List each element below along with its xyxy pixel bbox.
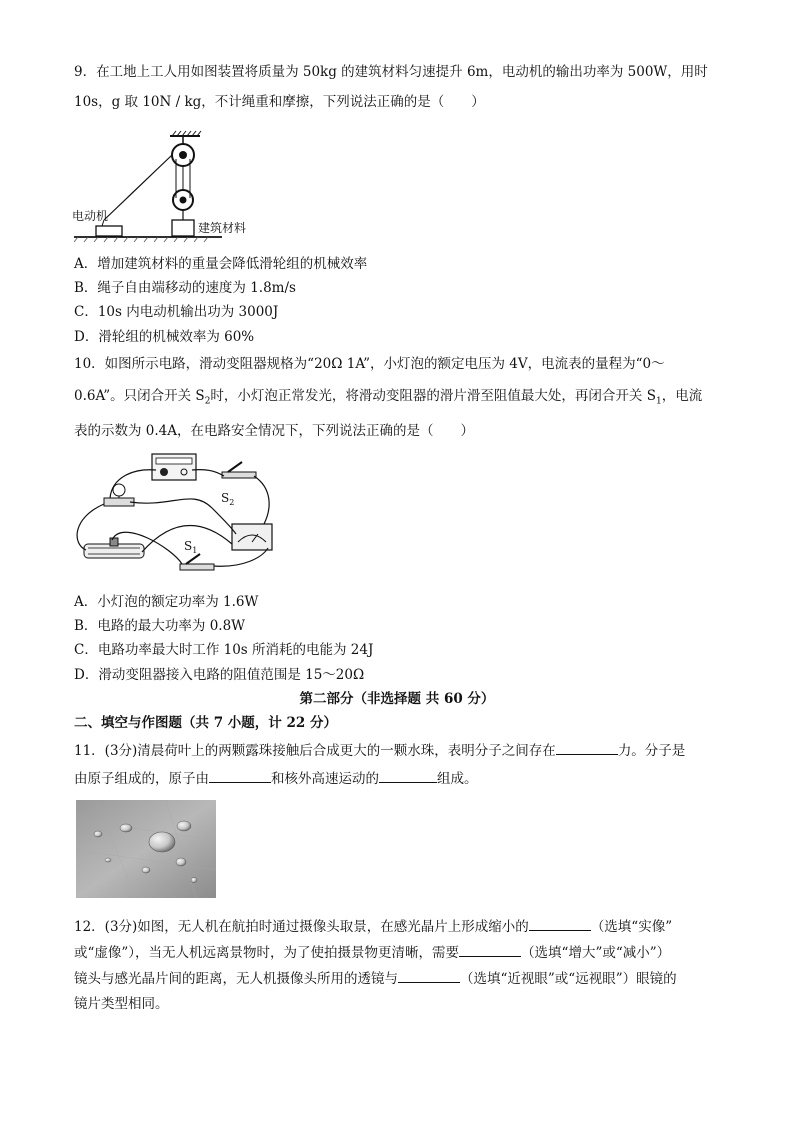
q12-line4: 镜片类型相同。 [74, 996, 169, 1012]
q12-line2: 或“虚像”），当无人机远离景物时，为了使拍摄景物更清晰，需要 （选填“增大”或“减小”） [74, 942, 670, 963]
circuit-figure [72, 448, 282, 580]
q12-blank-2[interactable] [459, 942, 521, 957]
q9-stem-line2: 10s，g 取 10N / kg，不计绳重和摩擦，下列说法正确的是（ ） [74, 94, 485, 110]
q9-option-c: C．10s 内电动机输出功为 3000J [74, 304, 279, 320]
q10-stem-line2: 0.6A”。只闭合开关 $S_2$时，小灯泡正常发光，将滑动变阻器的滑片滑至阻值最大处，再闭合开关 $S_1$，电流 [74, 388, 703, 407]
q10-option-d: D．滑动变阻器接入电路的阻值范围是 15～20Ω [74, 667, 365, 683]
s2-label: $S_2$ [221, 491, 235, 507]
q9-option-b: B．绳子自由端移动的速度为 1.8m/s [74, 280, 296, 296]
q9-option-a: A．增加建筑材料的重量会降低滑轮组的机械效率 [74, 256, 368, 272]
q11-line2: 由原子组成的，原子由 和核外高速运动的 组成。 [74, 768, 478, 789]
part2-heading: 第二部分（非选择题 共 60 分） [299, 691, 495, 707]
section2-heading: 二、填空与作图题（共 7 小题，计 22 分） [74, 715, 337, 731]
q11-line1: 11．(3分)清晨荷叶上的两颗露珠接触后合成更大的一颗水珠，表明分子之间存在 力。分子是 [74, 740, 685, 761]
q9-option-d: D．滑轮组的机械效率为 60% [74, 329, 255, 345]
q10-option-c: C．电路功率最大时工作 10s 所消耗的电能为 24J [74, 642, 374, 658]
q12-line3: 镜头与感光晶片间的距离，无人机摄像头所用的透镜与 （选填“近视眼”或“远视眼”）眼镜的 [74, 968, 677, 989]
dewdrop-photo [76, 800, 216, 898]
q10-option-a: A．小灯泡的额定功率为 1.6W [74, 594, 259, 610]
q10-stem-line3: 表的示数为 0.4A，在电路安全情况下，下列说法正确的是（ ） [74, 423, 475, 439]
q10-stem-line1: 10．如图所示电路，滑动变阻器规格为“20Ω 1A”，小灯泡的额定电压为 4V，电流表的量程为“0～ [74, 356, 665, 372]
q12-blank-1[interactable] [529, 916, 591, 931]
q9-stem-line1: 9．在工地上工人用如图装置将质量为 50kg 的建筑材料匀速提升 6m，电动机的输出功率为 500W，用时 [74, 64, 708, 80]
q10-option-b: B．电路的最大功率为 0.8W [74, 618, 246, 634]
q11-blank-1[interactable] [556, 740, 618, 755]
s1-label: $S_1$ [184, 539, 198, 555]
motor-label: 电动机 [72, 209, 109, 223]
q11-blank-2[interactable] [209, 768, 271, 783]
q12-line1: 12．(3分)如图，无人机在航拍时通过摄像头取景，在感光晶片上形成缩小的 （选填“实像” [74, 916, 672, 937]
material-label: 建筑材料 [198, 221, 247, 235]
q12-blank-3[interactable] [398, 968, 460, 983]
pulley-system-figure [72, 128, 282, 246]
q11-blank-3[interactable] [379, 768, 437, 783]
